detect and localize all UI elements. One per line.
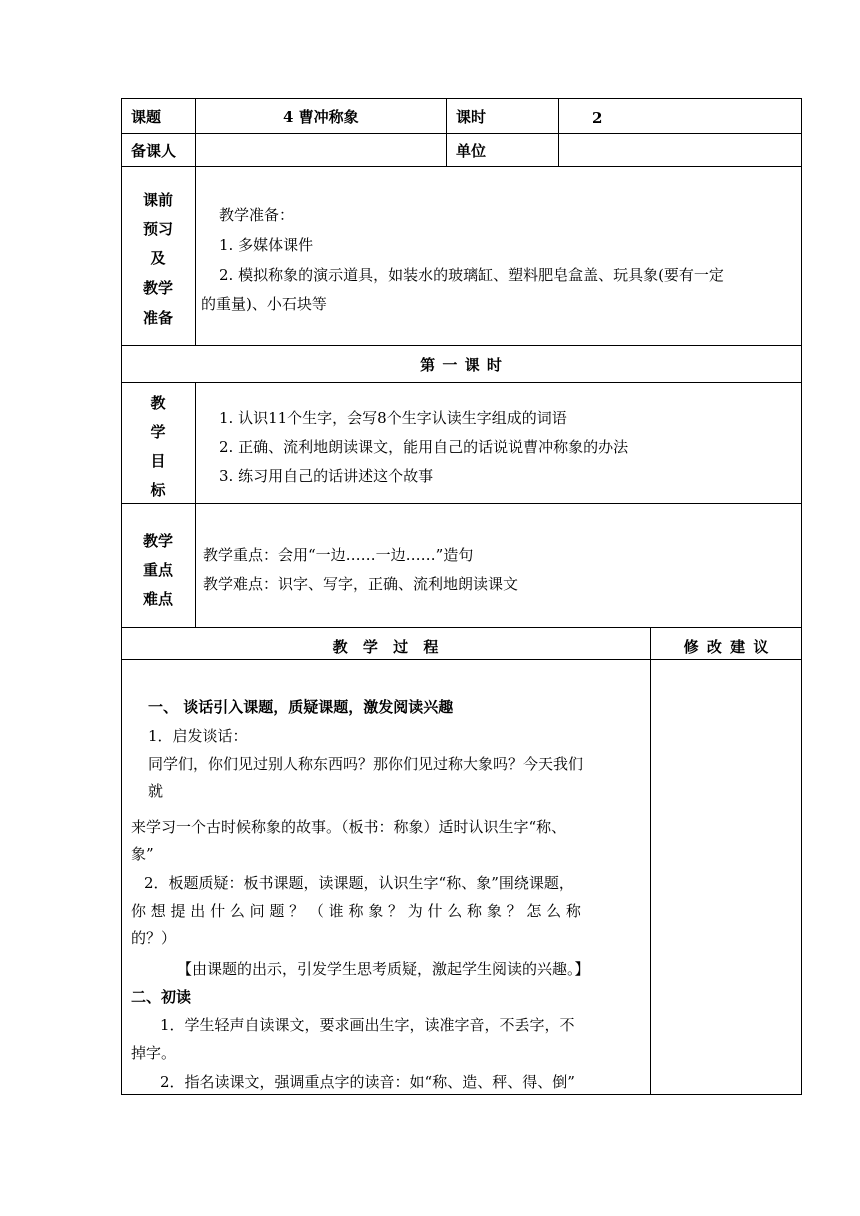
prep-label-line: 预习 <box>142 220 173 238</box>
keypoint-line: 教学重点：会用“一边……一边……”造句 <box>203 546 474 564</box>
prep-line: 2. 模拟称象的演示道具，如装水的玻璃缸、塑料肥皂盒盖、玩具象(要有一定 <box>219 266 724 284</box>
prep-label-line: 教学 <box>142 279 173 297</box>
process-line: 你 想 提 出 什 么 问 题 ？ （ 谁 称 象 ？ 为 什 么 称 象 ？ 怎 么 称 <box>131 902 581 920</box>
process-header: 教 学 过 程 <box>332 638 439 656</box>
process-line: 同学们，你们见过别人称东西吗？那你们见过称大象吗？今天我们 <box>148 755 584 773</box>
preparer-label: 备课人 <box>131 142 177 160</box>
process-line: 1．启发谈话： <box>148 727 248 745</box>
section-heading: 一、 谈话引入课题，质疑课题，激发阅读兴趣 <box>148 698 454 716</box>
row-divider <box>121 659 802 660</box>
keypoints-label-line: 重点 <box>142 561 173 579</box>
goals-label-line: 标 <box>150 481 166 499</box>
lesson-title: 第 一 课 时 <box>420 356 503 374</box>
process-line: 2．指名读课文，强调重点字的读音：如“称、造、秤、得、倒” <box>160 1073 575 1091</box>
goals-label-line: 学 <box>150 423 166 441</box>
goal-line: 2. 正确、流利地朗读课文，能用自己的话说说曹冲称象的办法 <box>219 438 629 456</box>
unit-label: 单位 <box>456 142 487 160</box>
process-line: 2．板题质疑：板书课题，读课题，认识生字“称、象”围绕课题， <box>144 874 574 892</box>
col-divider <box>558 98 559 167</box>
goal-line: 3. 练习用自己的话讲述这个故事 <box>219 467 434 485</box>
process-line: 就 <box>148 782 164 800</box>
prep-line: 教学准备： <box>219 206 295 224</box>
border-top <box>121 98 802 99</box>
goals-label-line: 目 <box>150 452 166 470</box>
process-note: 【由课题的出示，引发学生思考质疑，激起学生阅读的兴趣。】 <box>177 960 590 978</box>
row-divider <box>121 382 802 383</box>
period-value: 2 <box>592 109 603 127</box>
prep-label-line: 课前 <box>142 191 173 209</box>
topic-value: 4 曹冲称象 <box>283 108 359 126</box>
process-line: 的？） <box>131 929 177 947</box>
period-label: 课时 <box>456 108 487 126</box>
row-divider <box>121 133 802 134</box>
suggestion-header: 修 改 建 议 <box>683 638 769 656</box>
prep-label-line: 及 <box>150 249 166 267</box>
goal-line: 1. 认识11个生字，会写8个生字认读生字组成的词语 <box>219 409 567 427</box>
border-bottom <box>121 1094 802 1095</box>
keypoints-label-line: 教学 <box>142 532 173 550</box>
col-divider <box>195 382 196 628</box>
process-line: 掉字。 <box>131 1044 177 1062</box>
prep-line: 1. 多媒体课件 <box>219 236 314 254</box>
row-divider <box>121 503 802 504</box>
col-divider <box>195 98 196 346</box>
keypoints-label-line: 难点 <box>142 590 173 608</box>
topic-label: 课题 <box>131 108 162 126</box>
keypoint-line: 教学难点：识字、写字，正确、流利地朗读课文 <box>203 575 519 593</box>
process-line: 来学习一个古时候称象的故事。（板书：称象）适时认识生字“称、 <box>131 818 567 836</box>
border-right <box>801 98 802 1095</box>
row-divider <box>121 166 802 167</box>
process-line: 象” <box>131 845 154 863</box>
row-divider <box>121 627 802 628</box>
process-line: 1．学生轻声自读课文，要求画出生字，读准字音，不丢字，不 <box>160 1016 575 1034</box>
goals-label-line: 教 <box>150 394 166 412</box>
section-heading: 二、初读 <box>131 988 192 1006</box>
row-divider <box>121 345 802 346</box>
prep-line: 的重量)、小石块等 <box>201 295 327 313</box>
col-divider <box>650 627 651 1095</box>
col-divider <box>446 98 447 167</box>
prep-label-line: 准备 <box>142 309 173 327</box>
